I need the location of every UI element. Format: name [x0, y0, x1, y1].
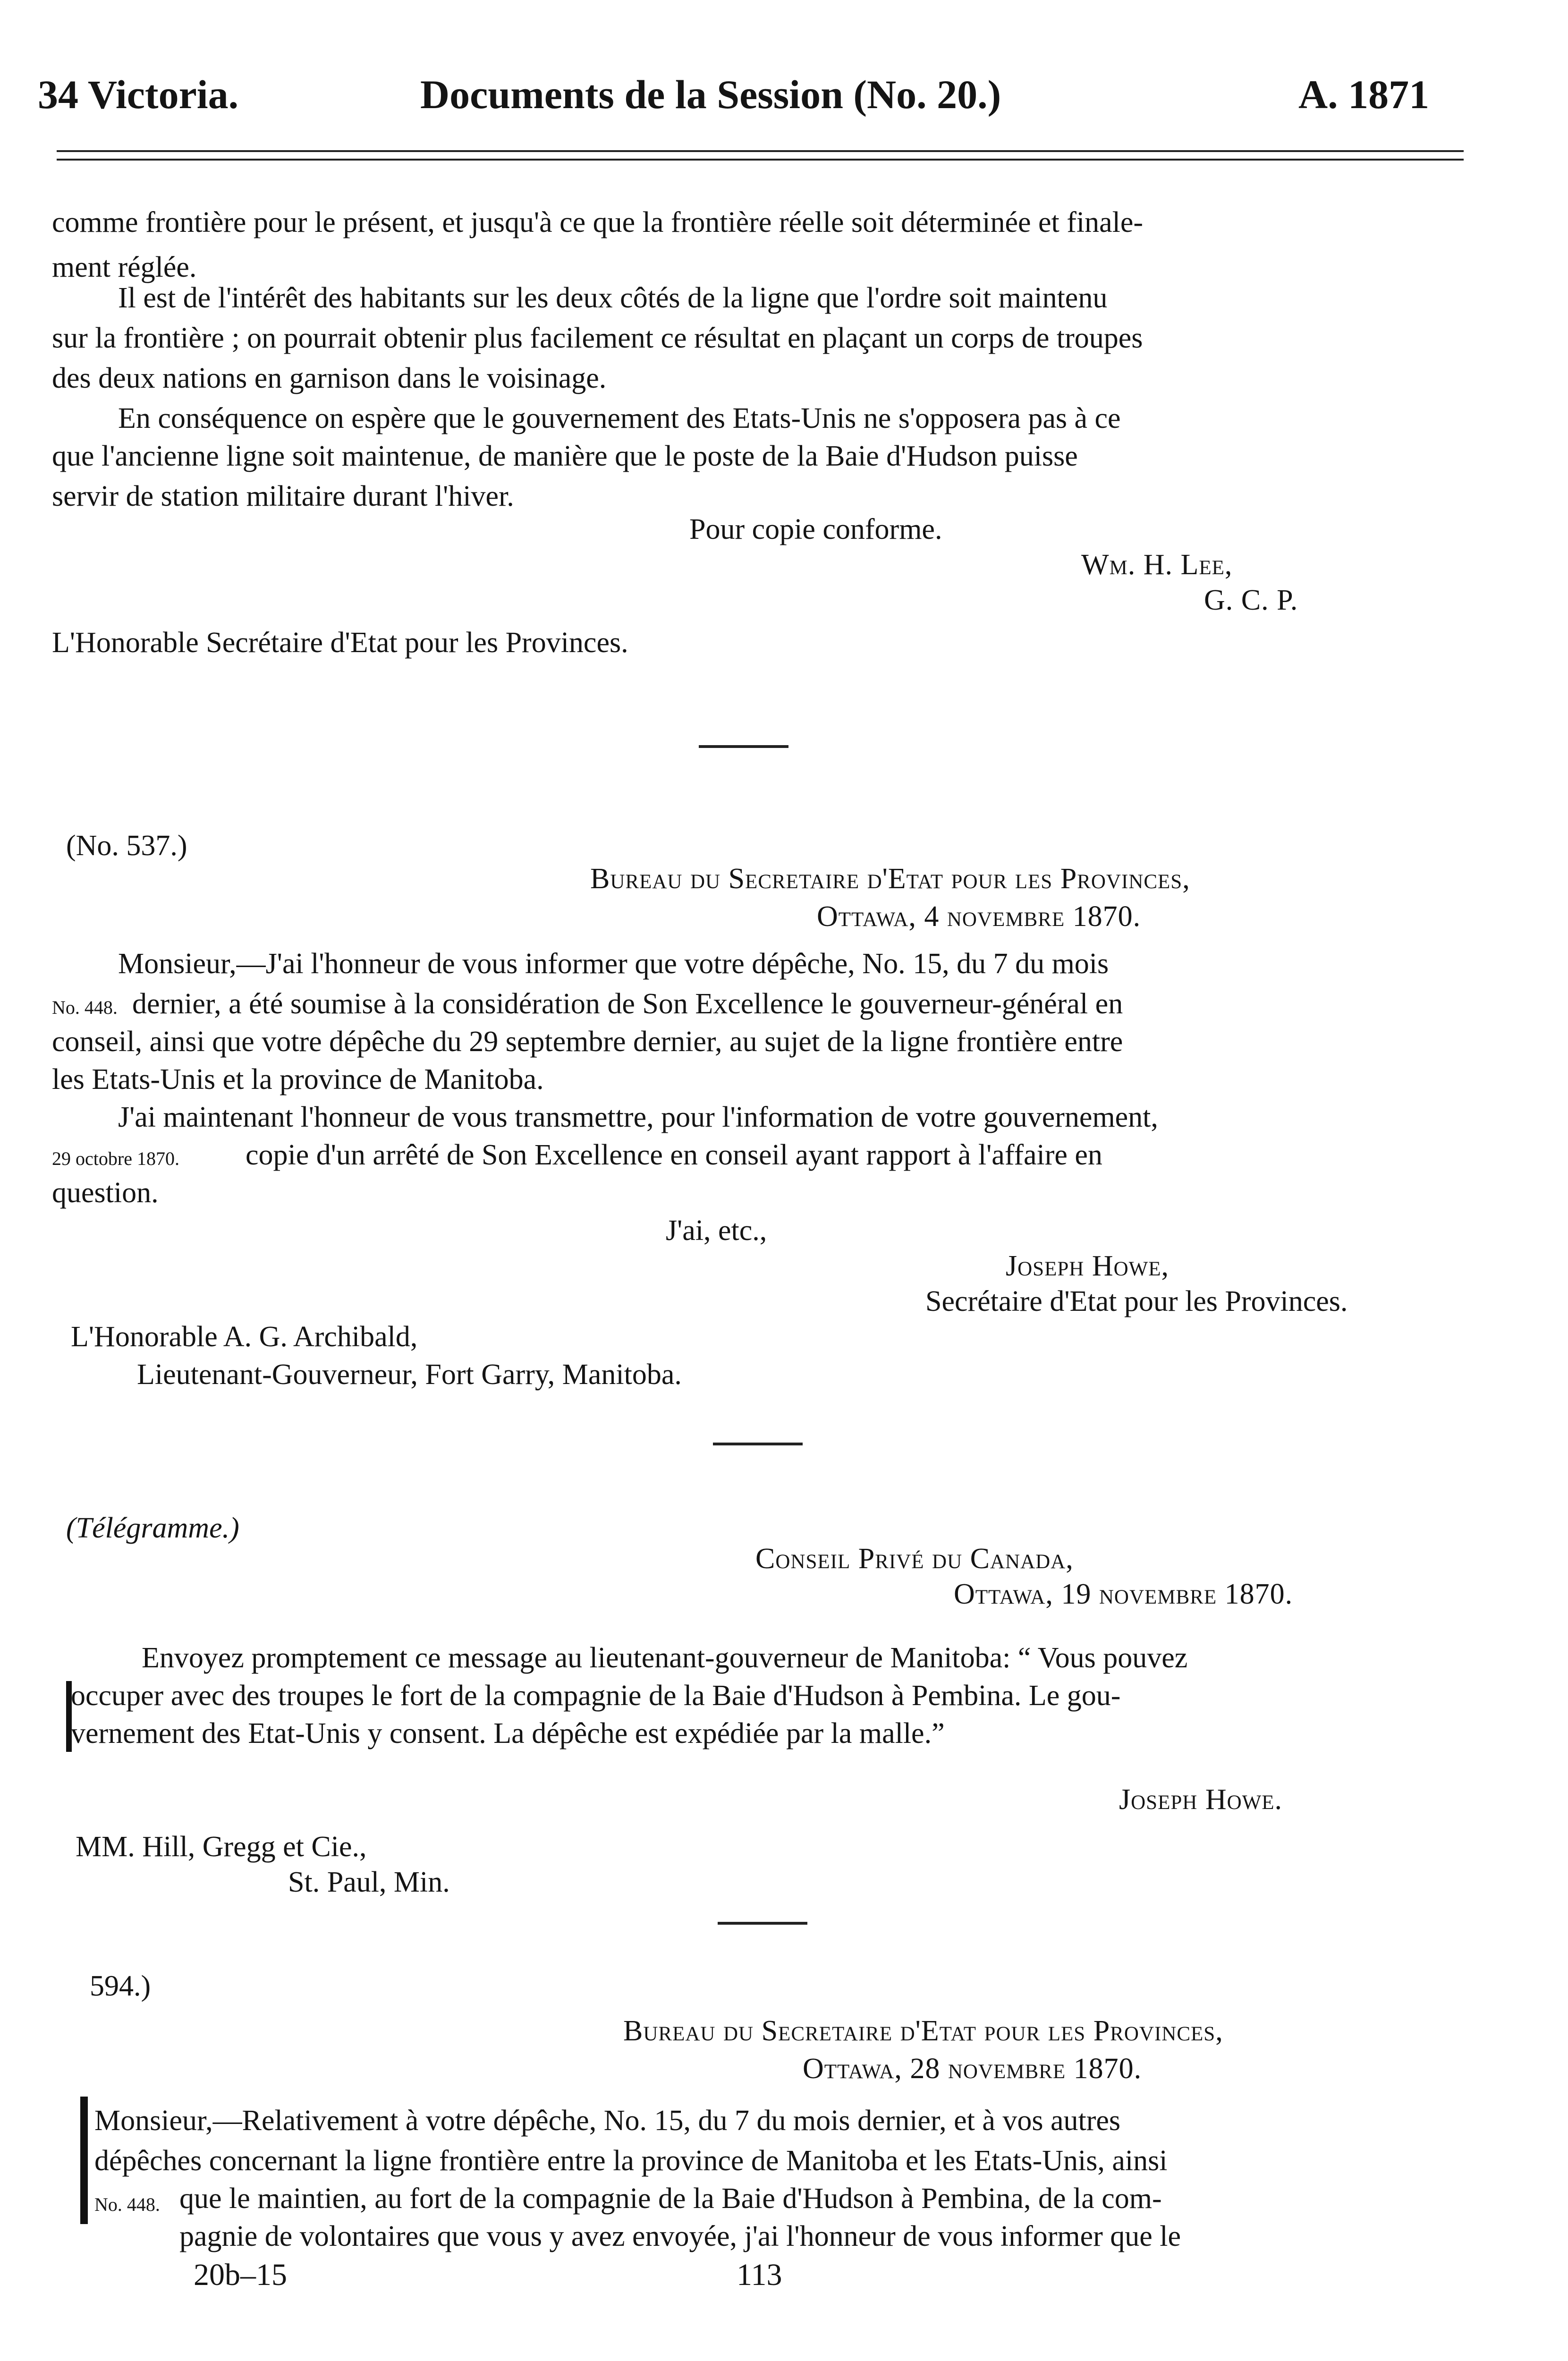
- body-line: dépêches concernant la ligne frontière entre la province de Manitoba et les Etats-Unis, ainsi: [94, 2145, 1168, 2177]
- office-heading: Bureau du Secretaire d'Etat pour les Provinces,: [590, 863, 1190, 895]
- addressee: MM. Hill, Gregg et Cie.,: [76, 1831, 367, 1863]
- dateline-text: Ottawa, 28 novembre 1870.: [803, 2053, 1142, 2085]
- document-number: (No. 537.): [66, 830, 187, 862]
- section-divider: [699, 745, 788, 748]
- margin-note: No. 448.: [94, 2194, 160, 2215]
- body-line: vernement des Etat-Unis y consent. La dépêche est expédiée par la malle.”: [71, 1717, 945, 1750]
- body-line: comme frontière pour le présent, et jusqu'à ce que la frontière réelle soit déterminée et finale-: [52, 206, 1144, 238]
- addressee: L'Honorable Secrétaire d'Etat pour les Provinces.: [52, 627, 628, 659]
- dateline-text: Ottawa, 19 novembre 1870.: [954, 1578, 1293, 1610]
- signer-name: Wm. H. Lee,: [1081, 549, 1233, 581]
- header-rule-bottom: [57, 159, 1464, 161]
- body-line: Il est de l'intérêt des habitants sur les deux côtés de la ligne que l'ordre soit maintenu: [118, 282, 1108, 314]
- office-heading: Bureau du Secretaire d'Etat pour les Provinces,: [623, 2015, 1223, 2047]
- body-line: Monsieur,—Relativement à votre dépêche, No. 15, du 7 du mois dernier, et à vos autres: [94, 2105, 1121, 2137]
- body-line: question.: [52, 1177, 159, 1209]
- header-title: Documents de la Session (No. 20.): [420, 72, 1001, 117]
- body-line: des deux nations en garnison dans le voisinage.: [52, 362, 607, 394]
- body-line: que le maintien, au fort de la compagnie de la Baie d'Hudson à Pembina, de la com-: [179, 2183, 1162, 2215]
- signer-title: G. C. P.: [1204, 584, 1298, 616]
- telegram-label: [66, 1513, 239, 1543]
- margin-note: 29 octobre 1870.: [52, 1148, 179, 1169]
- scan-edge-mark: [80, 2097, 88, 2224]
- body-line: Envoyez promptement ce message au lieutenant-gouverneur de Manitoba: “ Vous pouvez: [142, 1642, 1188, 1674]
- dateline-text: Ottawa, 4 novembre 1870.: [817, 900, 1141, 933]
- addressee-title: Lieutenant-Gouverneur, Fort Garry, Manitoba.: [137, 1359, 682, 1391]
- document-number: 594.): [90, 1970, 151, 2002]
- header-session-year: 34 Victoria.: [38, 72, 239, 117]
- body-line: occuper avec des troupes le fort de la compagnie de la Baie d'Hudson à Pembina. Le gou-: [71, 1680, 1121, 1712]
- section-divider: [718, 1922, 807, 1925]
- body-line: Monsieur,—J'ai l'honneur de vous informer que votre dépêche, No. 15, du 7 du mois: [118, 948, 1109, 980]
- body-line: conseil, ainsi que votre dépêche du 29 septembre dernier, au sujet de la ligne frontière entre: [52, 1026, 1123, 1058]
- body-line: En conséquence on espère que le gouvernement des Etats-Unis ne s'opposera pas à ce: [118, 402, 1121, 434]
- body-line: dernier, a été soumise à la considération de Son Excellence le gouverneur-général en: [132, 988, 1123, 1020]
- body-line: servir de station militaire durant l'hiver.: [52, 480, 514, 512]
- signer-name: Joseph Howe.: [1119, 1783, 1283, 1816]
- body-line: sur la frontière ; on pourrait obtenir plus facilement ce résultat en plaçant un corps de troupes: [52, 322, 1143, 354]
- body-line: pagnie de volontaires que vous y avez envoyée, j'ai l'honneur de vous informer que le: [179, 2220, 1181, 2252]
- body-line: que l'ancienne ligne soit maintenue, de manière que le poste de la Baie d'Hudson puisse: [52, 440, 1078, 472]
- body-line: J'ai maintenant l'honneur de vous transmettre, pour l'information de votre gouvernement,: [118, 1101, 1158, 1133]
- signer-name: Joseph Howe,: [1006, 1250, 1170, 1282]
- dateline: [954, 1580, 1293, 1609]
- dateline: [817, 902, 1141, 931]
- margin-note: No. 448.: [52, 997, 118, 1018]
- addressee-location: St. Paul, Min.: [288, 1866, 450, 1898]
- certification-note: Pour copie conforme.: [689, 513, 942, 545]
- body-line: copie d'un arrêté de Son Excellence en conseil ayant rapport à l'affaire en: [246, 1139, 1102, 1171]
- signature-mark: 20b–15: [194, 2258, 287, 2292]
- section-divider: [713, 1443, 803, 1445]
- page-number: 113: [737, 2258, 782, 2292]
- header-series: A. 1871: [1298, 72, 1430, 117]
- header-rule-top: [57, 150, 1464, 152]
- body-line: les Etats-Unis et la province de Manitoba.: [52, 1063, 544, 1096]
- addressee: L'Honorable A. G. Archibald,: [71, 1321, 418, 1353]
- office-heading: Conseil Privé du Canada,: [755, 1543, 1074, 1575]
- closing: J'ai, etc.,: [666, 1214, 767, 1247]
- dateline: [803, 2054, 1142, 2083]
- signer-title: Secrétaire d'Etat pour les Provinces.: [925, 1285, 1348, 1317]
- telegram-label-text: (Télégramme.): [66, 1512, 239, 1544]
- body-line: ment réglée.: [52, 251, 197, 283]
